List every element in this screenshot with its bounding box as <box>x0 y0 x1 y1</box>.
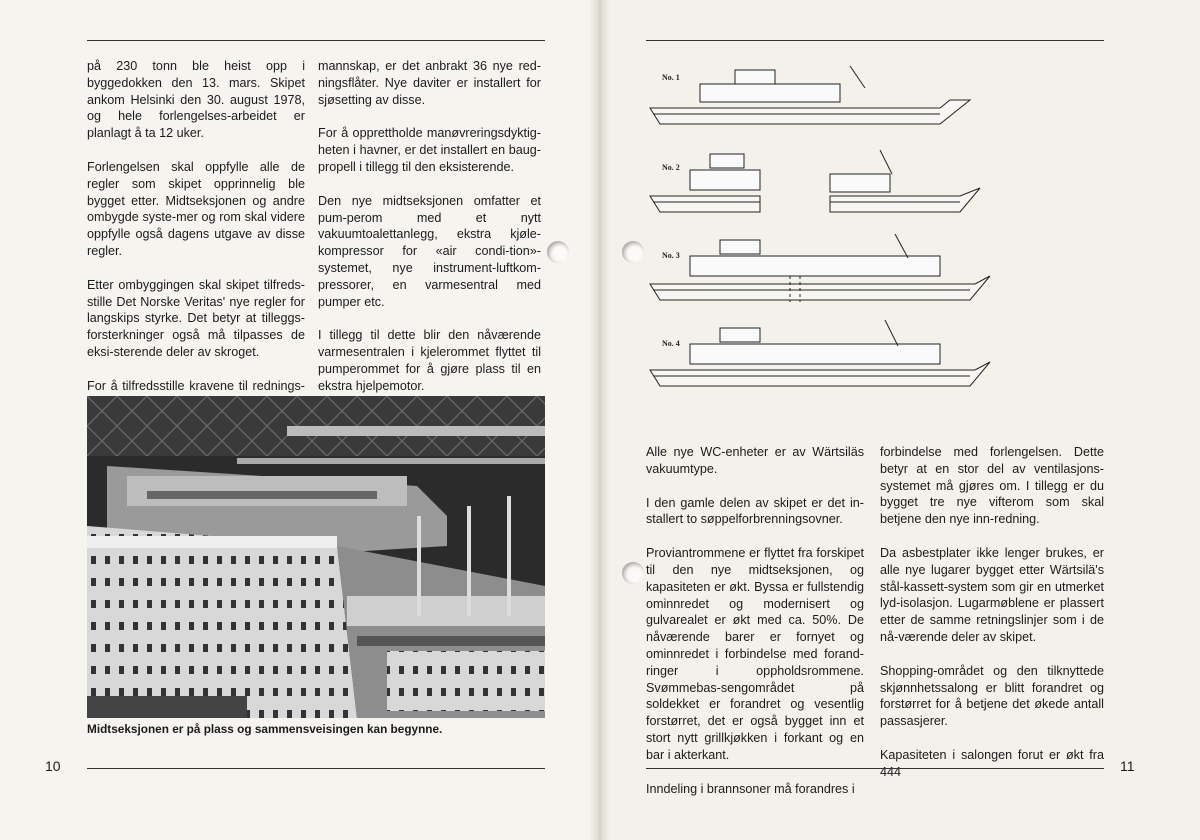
paragraph: forbindelse med forlengelsen. Dette betyr at en stor del av ventilasjons-systemet må gjøres om. I tillegg er du bygget tre nye vifterom som skal betjene den nye inn-redning. <box>880 445 1104 527</box>
paragraph: Shopping-området og den tilknyttede skjønnhetssalong er blitt forandret og forstørret for å betjene det økede antall passasjerer. <box>880 663 1104 729</box>
paragraph: på 230 tonn ble heist opp i byggedokken den 13. mars. Skipet ankom Helsinki den 30. august 1978, og hele forlengelses-arbeidet er planlagt å ta 12 uker. <box>87 59 305 141</box>
left-column-1 <box>87 58 305 445</box>
paragraph: I tillegg til dette blir den nåværende varmesentralen i kjelerommet flyttet til pumperommet for å gjøre plass til en ekstra hjelpemotor. <box>318 328 541 393</box>
right-column-1 <box>646 444 864 814</box>
paragraph: Inndeling i brannsoner må forandres i <box>646 781 855 796</box>
right-bottom-rule <box>646 768 1104 769</box>
diagram-label-3: No. 3 <box>662 251 680 260</box>
right-column-2 <box>880 444 1104 798</box>
binding-hole <box>547 241 569 263</box>
page-number-left: 10 <box>45 758 61 774</box>
paragraph: Den nye midtseksjonen omfatter et pum-perom med et nytt vakuumtoalettanlegg, ekstra kjøle-kompressor for «air condi-tion»-systemet, nye instrument-luftkom-pressorer, en varmesentral med pumper etc. <box>318 193 541 309</box>
page-number-right: 11 <box>1120 758 1135 774</box>
left-top-rule <box>87 40 545 41</box>
diagram-label-1: No. 1 <box>662 73 680 82</box>
ship-extension-diagrams <box>640 58 1020 398</box>
paragraph: For å opprettholde manøvreringsdyktig-heten i havner, er det installert en baug-propell i tillegg til den eksisterende. <box>318 126 541 174</box>
paragraph: Etter ombyggingen skal skipet tilfreds-stille Det Norske Veritas' nye regler for langskips styrke. Det betyr at tilleggs-forsterkninger også må tilpasses de eksi-sterende deler av skroget. <box>87 277 305 359</box>
left-bottom-rule <box>87 768 545 769</box>
diagram-label-2: No. 2 <box>662 163 680 172</box>
paragraph: Forlengelsen skal oppfylle alle de regler som skipet opprinnelig ble bygget etter. Midtseksjonen og andre ombygde syste-mer og rom skal videre oppfylle også dagens utgave av disse regler. <box>87 159 305 258</box>
paragraph: Proviantrommene er flyttet fra forskipet til den nye midtseksjonen, og kapasiteten er økt. Byssa er fullstendig ominnredet og modernisert og gulvarealet er økt med ca. 50%. De nåværende barer er fornyet og ominnredet i forbindelse med forand-ringer i oppholdsrommene. Svømmebas-sengområdet på soldekket er forandret og vesentlig forstørret, det er også bygget inn et stort nytt grillkjøkken i forkant og en bar i akterkant. <box>646 546 864 762</box>
binding-hole <box>622 562 644 584</box>
paragraph: Da asbestplater ikke lenger brukes, er alle nye lugarer bygget etter Wärtsilä's stål-kassett-system som gir en utmerket lyd-isolasjon. Lugarmøblene er plassert etter de samme retningslinjer som i de nå-værende deler av skipet. <box>880 545 1104 644</box>
diagram-label-4: No. 4 <box>662 339 680 348</box>
paragraph: I den gamle delen av skipet er det in-stallert to søppelforbrenningsovner. <box>646 495 864 527</box>
left-column-2 <box>318 58 541 412</box>
paragraph: Alle nye WC-enheter er av Wärtsiläs vakuumtype. <box>646 445 864 476</box>
right-top-rule <box>646 40 1104 41</box>
shipyard-photo <box>87 396 545 718</box>
spine-gutter <box>590 0 610 840</box>
paragraph: For å tilfredsstille kravene til rednings- <box>87 378 305 393</box>
paragraph: mannskap, er det anbrakt 36 nye red-ningsflåter. Nye daviter er installert for sjøsetting av disse. <box>318 59 541 107</box>
photo-caption: Midtseksjonen er på plass og sammensveisingen kan begynne. <box>87 722 443 736</box>
paragraph: Kapasiteten i salongen forut er økt fra 444 <box>880 747 1104 779</box>
